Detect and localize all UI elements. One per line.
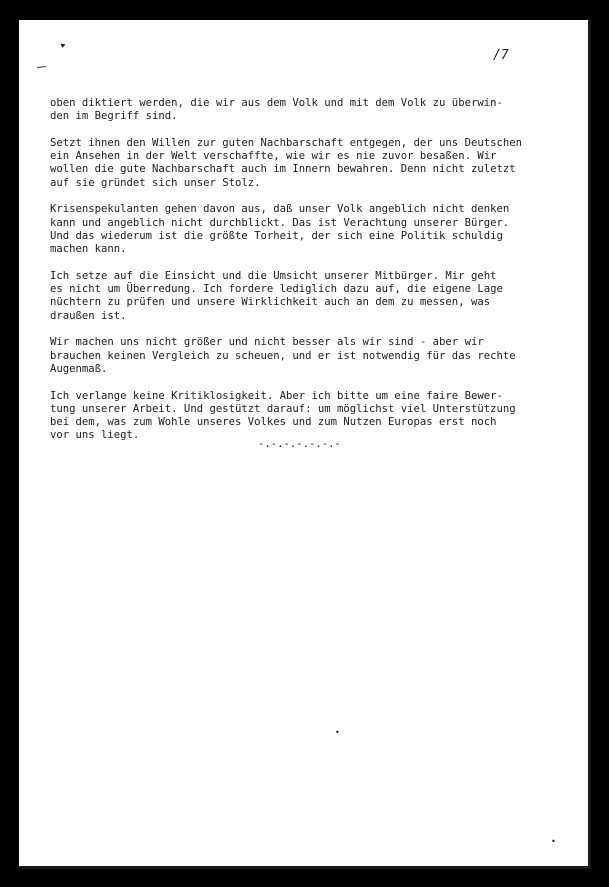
text-line: wollen die gute Nachbarschaft auch im Innern bewahren. Denn nicht zuletzt xyxy=(50,163,516,176)
page-number: /7 xyxy=(493,48,509,63)
text-line: brauchen keinen Vergleich zu scheuen, und er ist notwendig für das rechte xyxy=(50,349,516,362)
text-line: Krisenspekulanten gehen davon aus, daß unser Volk angeblich nicht denken xyxy=(50,203,510,216)
paragraph xyxy=(50,390,580,443)
text-line: Setzt ihnen den Willen zur guten Nachbarschaft entgegen, der uns Deutschen xyxy=(50,136,522,149)
scan-dot: • xyxy=(551,837,556,846)
text-line: draußen ist. xyxy=(50,309,127,322)
text-line: auf sie gründet sich unser Stolz. xyxy=(50,176,261,189)
text-line: machen kann. xyxy=(50,243,127,256)
text-line: tung unserer Arbeit. Und gestützt darauf: um möglichst viel Unterstützung xyxy=(50,402,516,415)
text-line: Augenmaß. xyxy=(50,362,108,375)
text-line: Wir machen uns nicht größer und nicht besser als wir sind - aber wir xyxy=(50,336,484,349)
paragraph xyxy=(50,270,580,323)
paragraph xyxy=(50,336,580,376)
paragraph xyxy=(50,137,580,190)
text-line: vor uns liegt. xyxy=(50,429,140,442)
text-line: Ich setze auf die Einsicht und die Umsicht unserer Mitbürger. Mir geht xyxy=(50,269,497,282)
text-line: kann und angeblich nicht durchblickt. Das ist Verachtung unserer Bürger. xyxy=(50,216,510,229)
text-line: oben diktiert werden, die wir aus dem Volk und mit dem Volk zu überwin- xyxy=(50,97,503,109)
paragraph xyxy=(50,97,580,124)
body-text xyxy=(50,97,580,456)
document-page xyxy=(19,20,591,869)
text-line: es nicht um Überredung. Ich fordere lediglich dazu auf, die eigene Lage xyxy=(50,283,503,296)
text-line: nüchtern zu prüfen und unsere Wirklichkeit auch an dem zu messen, was xyxy=(50,296,491,309)
scan-mark: ▸ xyxy=(57,37,69,52)
text-line: den im Begriff sind. xyxy=(50,110,178,123)
text-line: ein Ansehen in der Welt verschaffte, wie wir es nie zuvor besaßen. Wir xyxy=(50,150,497,163)
scan-mark: / xyxy=(34,62,48,73)
paragraph xyxy=(50,203,580,256)
end-separator: -.-.-.-.-.-.- xyxy=(258,438,341,450)
text-line: Und das wiederum ist die größte Torheit, der sich eine Politik schuldig xyxy=(50,229,503,242)
text-line: bei dem, was zum Wohle unseres Volkes und zum Nutzen Europas erst noch xyxy=(50,416,497,429)
scan-dot: • xyxy=(335,728,340,737)
text-line: Ich verlange keine Kritiklosigkeit. Aber ich bitte um eine faire Bewer- xyxy=(50,389,503,402)
